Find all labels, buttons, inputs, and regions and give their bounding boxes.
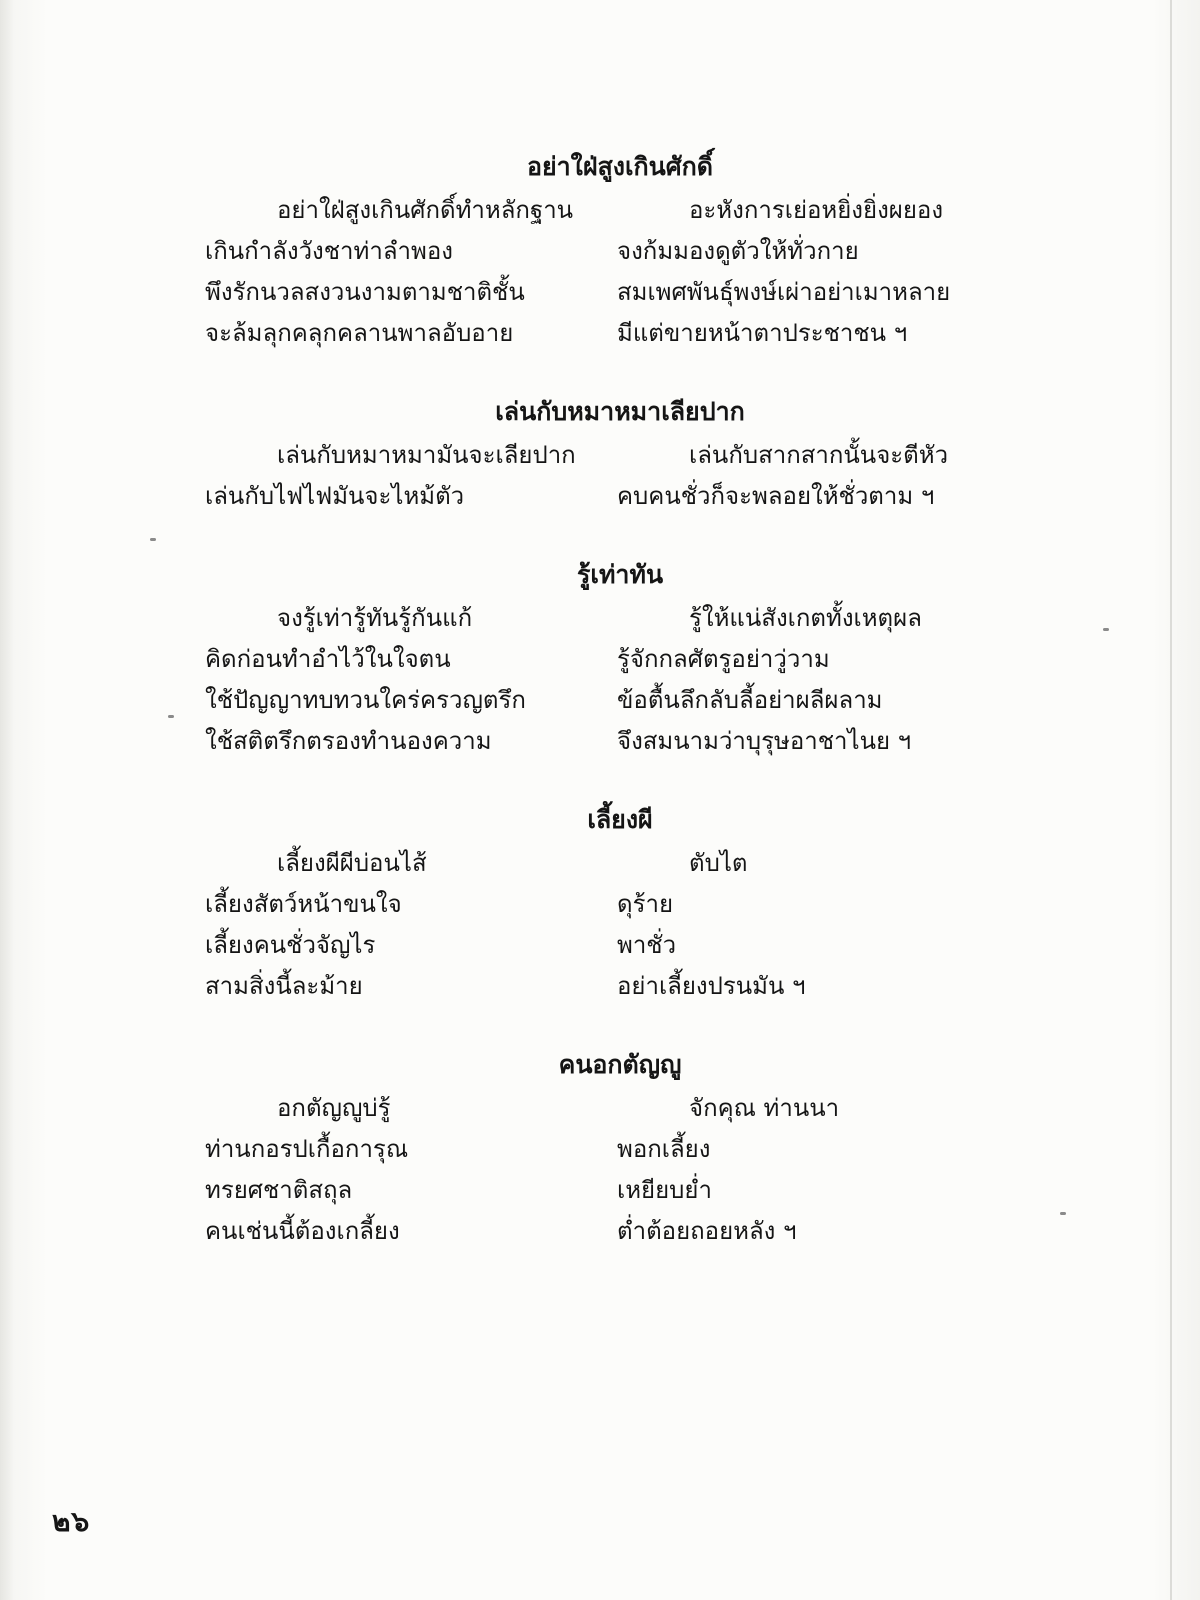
page-number: ๒๖ xyxy=(52,1505,91,1538)
verse-second-half: พอกเลี้ยง xyxy=(617,1135,711,1163)
verse-first-half: อย่าใฝ่สูงเกินศักดิ์ทำหลักฐาน xyxy=(277,196,574,224)
verse-line xyxy=(205,639,995,680)
verse-second-half: เล่นกับสากสากนั้นจะตีหัว xyxy=(689,441,949,469)
verse-second-half: อย่าเลี้ยงปรนมัน ฯ xyxy=(617,972,806,1000)
verse-line xyxy=(205,966,995,1007)
poem-title: เลี้ยงผี xyxy=(587,805,653,834)
verse-line xyxy=(205,925,995,966)
verse-second-half: อะหังการเย่อหยิ่งยิ่งผยอง xyxy=(689,196,944,224)
poem-title: รู้เท่าทัน xyxy=(576,560,664,589)
verse-first-half: เล่นกับหมาหมามันจะเลียปาก xyxy=(277,441,576,469)
scan-speck xyxy=(1060,1212,1066,1215)
verse-first-half: เกินกำลังวังชาท่าลำพอง xyxy=(205,237,453,265)
poem xyxy=(205,803,995,1007)
scan-speck xyxy=(168,715,174,718)
verse-first-half: ใช้ปัญญาทบทวนใคร่ครวญตรึก xyxy=(205,686,526,714)
verse-second-half: จึงสมนามว่าบุรุษอาชาไนย ฯ xyxy=(617,727,912,755)
verse-line xyxy=(205,1170,995,1211)
verse-line xyxy=(205,313,995,354)
poem xyxy=(205,558,995,762)
verse-first-half: ท่านกอรปเกื้อการุณ xyxy=(205,1135,409,1163)
verse-second-half: จักคุณ ท่านนา xyxy=(689,1094,840,1122)
verse-second-half: คบคนชั่วก็จะพลอยให้ชั่วตาม ฯ xyxy=(617,482,935,510)
verse-line xyxy=(205,598,995,639)
verse-first-half: คนเช่นนี้ต้องเกลี้ยง xyxy=(205,1217,400,1245)
verse-second-half: ดุร้าย xyxy=(617,890,674,918)
verse-second-half: จงก้มมองดูตัวให้ทั่วกาย xyxy=(617,237,859,265)
scan-speck xyxy=(150,538,156,541)
verse-line xyxy=(205,721,995,762)
poem-title: คนอกตัญญู xyxy=(558,1050,682,1079)
verse-first-half: คิดก่อนทำอำไว้ในใจตน xyxy=(205,645,451,673)
poem-title: อย่าใฝ่สูงเกินศักดิ์ xyxy=(526,152,714,181)
verse-first-half: ใช้สติตรึกตรองทำนองความ xyxy=(205,727,492,755)
verse-line xyxy=(205,1211,995,1252)
verse-second-half: พาชั่ว xyxy=(617,931,677,959)
verse-second-half: สมเพศพันธุ์พงษ์เผ่าอย่าเมาหลาย xyxy=(617,278,951,306)
verse-first-half: จงรู้เท่ารู้ทันรู้กันแก้ xyxy=(277,604,473,632)
verse-first-half: เลี้ยงผีผีบ่อนไส้ xyxy=(277,849,427,877)
verse-line xyxy=(205,1129,995,1170)
verse-second-half: รู้ให้แน่สังเกตทั้งเหตุผล xyxy=(689,604,922,632)
verse-second-half: มีแต่ขายหน้าตาประชาชน ฯ xyxy=(617,319,908,347)
poem-title: เล่นกับหมาหมาเลียปาก xyxy=(495,397,745,426)
verse-line xyxy=(205,190,995,231)
verse-second-half: เหยียบย่ำ xyxy=(617,1176,712,1204)
verse-first-half: อกตัญญูบ่รู้ xyxy=(277,1094,391,1122)
verse-line xyxy=(205,435,995,476)
verse-line xyxy=(205,476,995,517)
page-edge-right xyxy=(1170,0,1172,1600)
verse-line xyxy=(205,680,995,721)
scan-speck xyxy=(1103,628,1109,631)
verse-first-half: เล่นกับไฟไฟมันจะไหม้ตัว xyxy=(205,482,465,510)
verse-line xyxy=(205,843,995,884)
poem xyxy=(205,1048,995,1252)
verse-first-half: พึงรักนวลสงวนงามตามชาติชั้น xyxy=(205,278,525,306)
poem xyxy=(205,395,995,517)
poem-collection xyxy=(205,150,995,1293)
verse-first-half: เลี้ยงคนชั่วจัญไร xyxy=(205,931,376,959)
verse-first-half: สามสิ่งนี้ละม้าย xyxy=(205,972,363,1000)
verse-second-half: ตับไต xyxy=(689,849,748,877)
verse-first-half: เลี้ยงสัตว์หน้าขนใจ xyxy=(205,890,402,918)
poem xyxy=(205,150,995,354)
verse-line xyxy=(205,884,995,925)
verse-second-half: ข้อตื้นลึกลับลี้อย่าผลีผลาม xyxy=(617,686,883,714)
verse-line xyxy=(205,231,995,272)
verse-second-half: ต่ำต้อยถอยหลัง ฯ xyxy=(617,1217,797,1245)
verse-first-half: จะล้มลุกคลุกคลานพาลอับอาย xyxy=(205,319,514,347)
page-shadow-left xyxy=(0,0,14,1600)
verse-second-half: รู้จักกลศัตรูอย่าวู่วาม xyxy=(617,645,830,673)
verse-line xyxy=(205,272,995,313)
verse-first-half: ทรยศชาติสถุล xyxy=(205,1176,353,1204)
verse-line xyxy=(205,1088,995,1129)
